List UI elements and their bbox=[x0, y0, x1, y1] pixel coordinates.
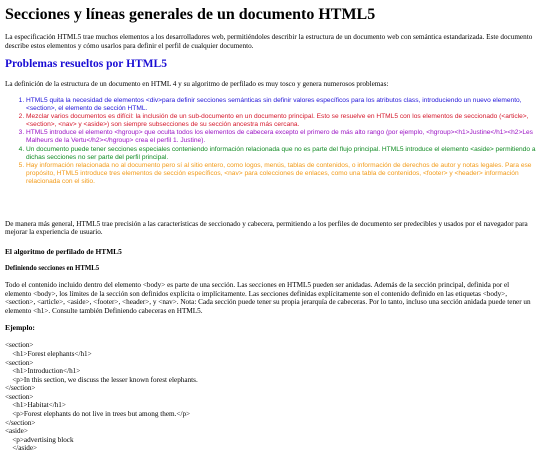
problem-item: 1. HTML5 quita la necesidad de elementos <div>para definir secciones semánticas sin definir valores específicos para los atributos class, introduciendo un nuevo elemento, <section>, el elemento de sección HTML. bbox=[26, 97, 536, 113]
problem-item: 2. Mezclar varios documentos es difícil: la inclusión de un sub-documento en un documento principal. Esto se resuelve en HTML5 con los elementos de seccionado (<article>, <section>, <nav> y <aside>) son siempre subsecciones de su sección ancestra más cercana. bbox=[26, 113, 536, 129]
example-heading: Ejemplo: bbox=[5, 323, 35, 333]
sections-subheading: Definiendo secciones en HTML5 bbox=[5, 264, 100, 272]
algorithm-heading: El algoritmo de perfilado de HTML5 bbox=[5, 246, 122, 256]
problems-heading: Problemas resueltos por HTML5 bbox=[5, 58, 167, 71]
sections-paragraph: Todo el contenido incluido dentro del elemento <body> es parte de una sección. Las secciones en HTML5 pueden ser anidadas. Además de la sección principal, definida por el elemento <body>, los límites de la sección son definidos explícita o implícitamente. Las secciones definidas explícitamente son el contenido definido en las etiquetas <body>, <section>, <article>, <aside>, <footer>, <header>, y <nav>. Nota: Cada sección puede tener su propia jerarquía de cabeceras. Por lo tanto, incluso una sección anidada puede tener un elemento <h1>. Consulte también Definiendo cabeceras en HTML5. bbox=[5, 280, 531, 315]
code-example: <section> <h1>Forest elephants</h1> <section> <h1>Introduction</h1> <p>In this section, we discuss the lesser known forest elephants. </section> <section> <h1>Habitat</h1> <p>Forest elephants do not live in trees but among them.</p> </section> <aside> <p>advertising block </aside> bbox=[5, 341, 198, 453]
problem-item: 5. Hay información relacionada no al documento pero sí al sitio entero, como logos, menús, tablas de contenidos, o información de derechos de autor y notas legales. Para ese propósito, HTML5 introduce tres elementos de sección específicos, <nav> para colecciones de enlaces, como una tabla de contenidos, <footer> y <header> información relacionada con el sitio. bbox=[26, 162, 536, 186]
problems-list bbox=[5, 97, 536, 186]
problem-item: 4. Un documento puede tener secciones especiales conteniendo información relacionada que no es parte del flujo principal. HTML5 introduce el elemento <aside> permitiendo a dichas secciones no ser parte del perfil principal. bbox=[26, 146, 536, 162]
spacer bbox=[5, 194, 536, 220]
page-title: Secciones y líneas generales de un documento HTML5 bbox=[5, 6, 376, 23]
summary-paragraph: De manera más general, HTML5 trae precisión a las características de seccionado y cabecera, permitiendo a los perfiles de documento ser predecibles y usados por el navegador para mejorar la experiencia de usuario. bbox=[5, 219, 528, 237]
intro-paragraph: La especificación HTML5 trae muchos elementos a los desarrolladores web, permitiéndoles describir la estructura de un documento web con semántica estandarizada. Este documento describe estos elementos y cómo usarlos para definir el perfil de cualquier documento. bbox=[5, 33, 533, 50]
problems-lead: La definición de la estructura de un documento en HTML 4 y su algoritmo de perfilado es muy tosco y genera numerosos problemas: bbox=[5, 80, 389, 89]
problem-item: 3. HTML5 introduce el elemento <hgroup> que oculta todos los elementos de cabecera excepto el primero de más alto rango (por ejemplo, <hgroup><h1>Justine</h1><h2>Les Malheurs de la Vertu</h2></hgroup> crea el perfil 1. Justine). bbox=[26, 129, 536, 145]
